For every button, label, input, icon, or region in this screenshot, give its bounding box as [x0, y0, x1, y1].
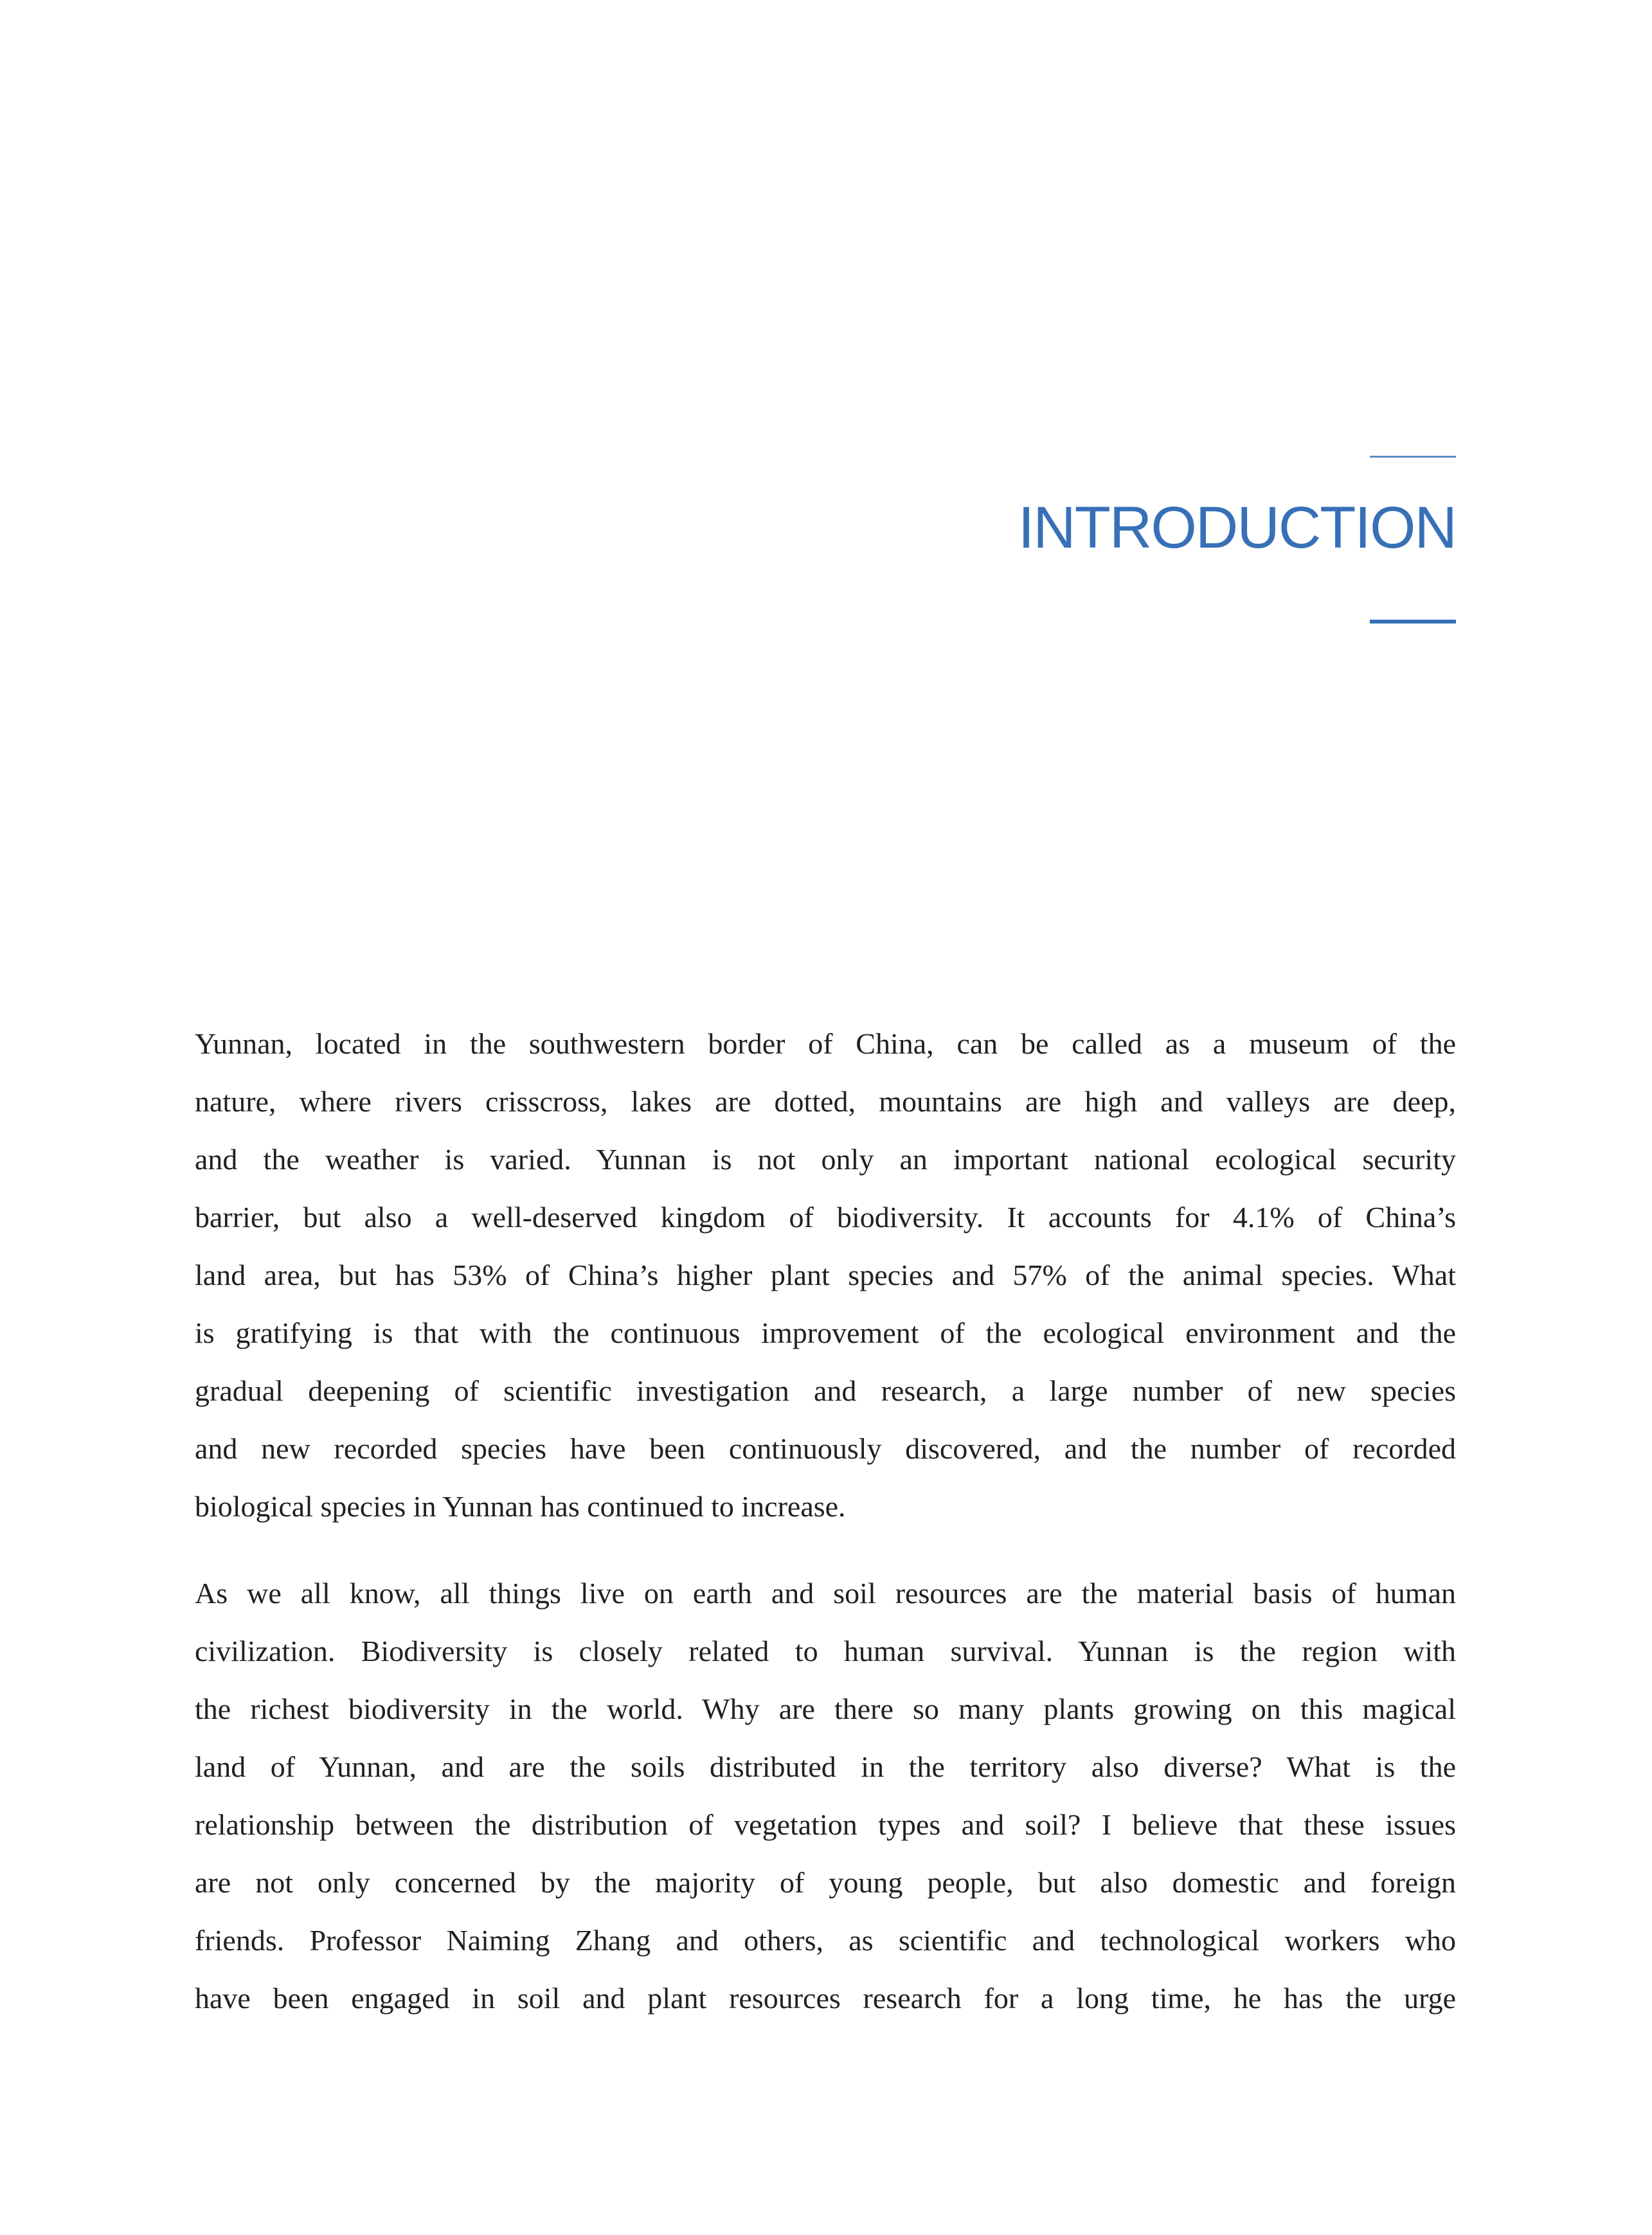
heading-bottom-rule — [1370, 620, 1456, 624]
text-line: have been engaged in soil and plant resources research for a long time, he has the urge — [195, 1982, 1456, 2015]
text-line: friends. Professor Naiming Zhang and others, as scientific and technological workers who — [195, 1924, 1456, 1957]
text-line: and new recorded species have been continuously discovered, and the number of recorded — [195, 1432, 1456, 1465]
text-line: barrier, but also a well-deserved kingdom of biodiversity. It accounts for 4.1% of China’s — [195, 1201, 1456, 1234]
text-line: are not only concerned by the majority of young people, but also domestic and foreign — [195, 1866, 1456, 1899]
text-line: the richest biodiversity in the world. Why are there so many plants growing on this magical — [195, 1692, 1456, 1725]
text-line: nature, where rivers crisscross, lakes are dotted, mountains are high and valleys are deep, — [195, 1085, 1456, 1118]
text-line: land of Yunnan, and are the soils distributed in the territory also diverse? What is the — [195, 1750, 1456, 1783]
paragraph — [195, 1015, 1456, 1536]
text-line: and the weather is varied. Yunnan is not only an important national ecological security — [195, 1143, 1456, 1176]
page-title: INTRODUCTION — [1018, 495, 1456, 561]
text-line: is gratifying is that with the continuous improvement of the ecological environment and the — [195, 1316, 1456, 1349]
text-line: gradual deepening of scientific investigation and research, a large number of new species — [195, 1374, 1456, 1407]
text-line: relationship between the distribution of vegetation types and soil? I believe that these issues — [195, 1808, 1456, 1841]
paragraph — [195, 1565, 1456, 2027]
text-line: land area, but has 53% of China’s higher plant species and 57% of the animal species. What — [195, 1259, 1456, 1291]
text-line: civilization. Biodiversity is closely related to human survival. Yunnan is the region with — [195, 1635, 1456, 1667]
text-line: As we all know, all things live on earth and soil resources are the material basis of human — [195, 1577, 1456, 1610]
heading-top-rule — [1370, 456, 1456, 458]
text-line: biological species in Yunnan has continued to increase. — [195, 1490, 846, 1523]
body-text — [195, 1015, 1456, 2056]
text-line: Yunnan, located in the southwestern border of China, can be called as a museum of the — [195, 1027, 1456, 1060]
